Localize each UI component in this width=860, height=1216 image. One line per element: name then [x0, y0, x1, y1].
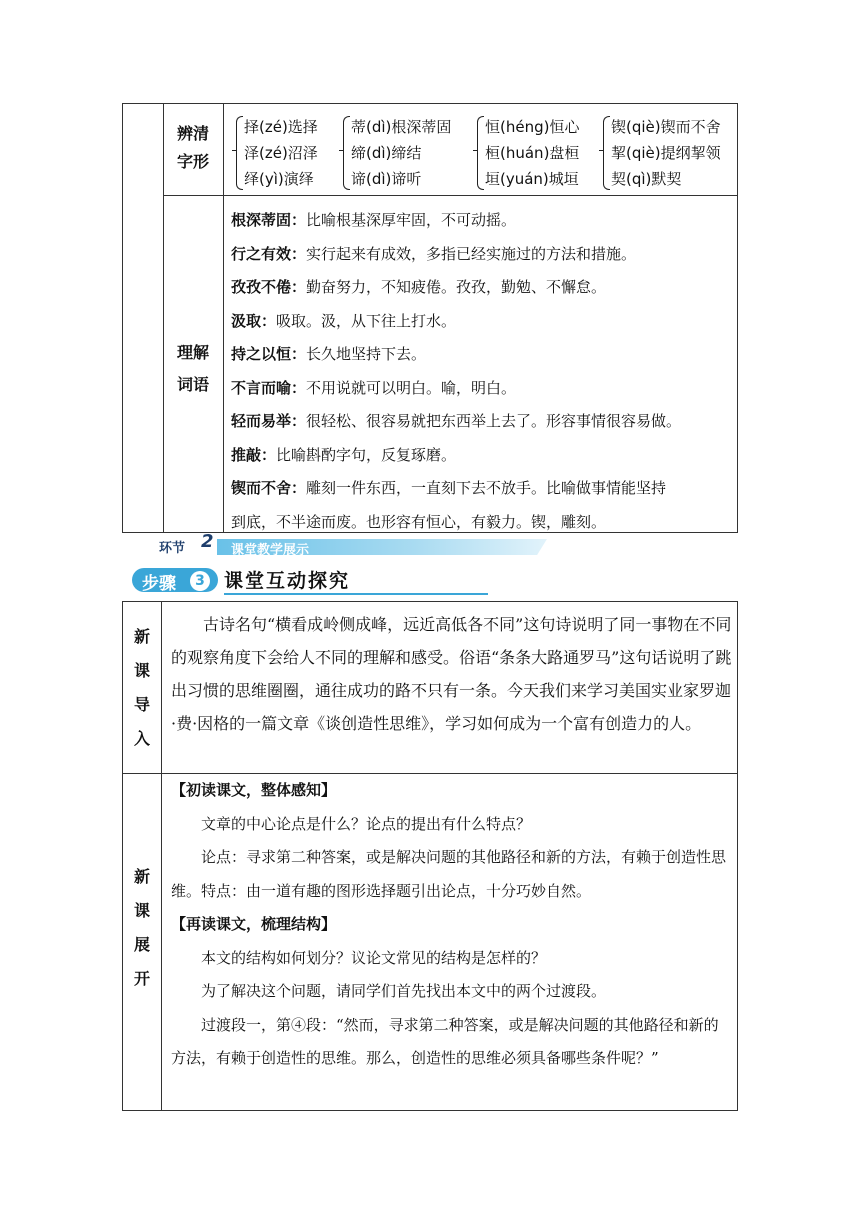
expand-head: 新 课 展 开 [133, 867, 150, 988]
row-head-understand: 理解 词语 [176, 343, 209, 394]
segment-label: 环节 [159, 541, 186, 556]
def-item: 不言而喻：不用说就可以明白。喻，明白。 [231, 378, 517, 397]
def-item: 锲而不舍：雕刻一件东西，一直刻下去不放手。比喻做事情能坚持 [231, 479, 667, 497]
answer-1: 论点：寻求第二种答案，或是解决问题的其他路径和新的方法，有赖于创造性思维。特点：由一道有趣的图形选择题引出论点，十分巧妙自然。 [171, 848, 727, 900]
step-heading [128, 566, 548, 594]
def-item: 汲取：吸取。汲，从下往上打水。 [231, 311, 457, 330]
def-item: 轻而易举：很轻松、很容易就把东西举上去了。形容事情很容易做。 [231, 412, 682, 430]
def-item: 根深蒂固：比喻根基深厚牢固，不可动摇。 [231, 211, 517, 229]
step-title: 课堂互动探究 [224, 570, 351, 592]
question-2: 本文的结构如何划分？议论文常见的结构是怎样的？ [201, 948, 547, 967]
segment-number: 2 [201, 531, 214, 552]
expand-text-block [171, 774, 733, 1076]
section-heading: 【初读课文，整体感知】 [171, 781, 337, 799]
segment-title: 课堂教学展示 [231, 543, 310, 558]
char-group-4: 锲(qiè)锲而不舍 挈(qiè)提纲挈领 契(qì)默契 [611, 114, 721, 192]
char-group-3: 恒(héng)恒心 桓(huán)盘桓 垣(yuán)城垣 [485, 114, 579, 192]
question-1: 文章的中心论点是什么？论点的提出有什么特点？ [201, 814, 532, 833]
segment-banner [127, 531, 547, 558]
answer-2: 为了解决这个问题，请同学们首先找出本文中的两个过渡段。 [201, 982, 607, 1000]
step-number: 3 [190, 571, 210, 591]
answer-3: 过渡段一，第④段：“然而，寻求第二种答案，或是解决问题的其他路径和新的方法，有赖于创造性的思维。那么，创造性的思维必须具备哪些条件呢？” [171, 1015, 719, 1067]
definitions [231, 204, 731, 539]
title-underline [224, 593, 488, 595]
intro-head: 新 课 导 入 [133, 627, 150, 748]
def-item: 推敲：比喻斟酌字句，反复琢磨。 [231, 445, 457, 464]
vocab-table [122, 103, 738, 533]
def-item: 持之以恒：长久地坚持下去。 [231, 345, 427, 363]
char-group-1: 择(zé)选择 泽(zé)沼泽 绎(yì)演绎 [244, 114, 318, 192]
def-item: 到底，不半途而废。也形容有恒心，有毅力。锲，雕刻。 [231, 512, 607, 531]
row-head-distinguish: 辨清 字形 [176, 124, 209, 171]
lesson-table [122, 601, 738, 1111]
section-heading: 【再读课文，梳理结构】 [171, 915, 337, 933]
def-item: 孜孜不倦：勤奋努力，不知疲倦。孜孜，勤勉、不懈怠。 [231, 278, 607, 296]
intro-paragraph: 古诗名句“横看成岭侧成峰，远近高低各不同”这句诗说明了同一事物在不同的观察角度下会给人不同的理解和感受。俗语“条条大路通罗马”这句话说明了跳出习惯的思维圈圈，通往成功的路不只有一条。今天我们来学习美国实业家罗迦·费·因格的一篇文章《谈创造性思维》，学习如何成为一个富有创造力的人。 [171, 615, 732, 733]
intro-text-block [171, 608, 733, 740]
def-item: 行之有效：实行起来有成效，多指已经实施过的方法和措施。 [231, 244, 637, 263]
step-badge: 步骤 3 [132, 568, 218, 592]
char-group-2: 蒂(dì)根深蒂固 缔(dì)缔结 谛(dì)谛听 [351, 114, 451, 192]
